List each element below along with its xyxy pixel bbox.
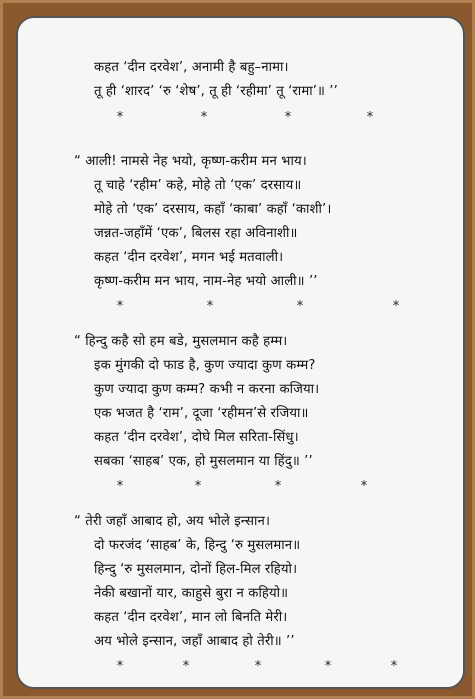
separator-star: * [390,659,398,674]
poem-line: नेकी बखानों यार, काहुसे बुरा न कहियो॥ [94,586,289,601]
poem-line: इक मुंगकी दो फाड है, कुण ज्यादा कुण कम्म? [94,358,316,373]
poem-line: दो फरजंद ‘साहब’ के, हिन्दु ‘रु मुसलमान॥ [94,538,301,553]
poem-line: कहत ‘दीन दरवेश’, अनामी है बहु–नामा। [94,60,289,75]
separator-stars [18,299,463,313]
document-page [16,16,465,689]
poem-line: तू चाहे ‘रहीम’ कहे, मोहे तो ‘एक’ दरसाय॥ [94,178,302,193]
separator-star: * [200,110,208,125]
separator-star: * [116,299,124,314]
poem-line: तू ही ‘शारद’ ‘रु ‘शेष’, तू ही ‘रहीमा’ तू ‘रामा’॥ ’’ [94,84,338,99]
separator-star: * [194,479,202,494]
separator-star: * [296,299,304,314]
separator-star: * [360,479,368,494]
separator-star: * [284,110,292,125]
poem-line: कहत ‘दीन दरवेश’, मगन भई मतवाली। [94,250,284,265]
separator-star: * [182,659,190,674]
poem-line: “ आली! नामसे नेह भयो, कृष्ण-करीम मन भाय। [74,154,307,169]
separator-stars [18,659,463,673]
poem-line: सबका ‘साहब’ एक, हो मुसलमान या हिंदु॥ ’’ [94,454,313,469]
separator-star: * [116,110,124,125]
poem-line: मोहे तो ‘एक’ दरसाय, कहाँ ‘काबा’ कहाँ ‘काशी’। [94,202,332,217]
poem-line: “ तेरी जहाँ आबाद हो, अय भोले इन्सान। [74,514,271,529]
poem-line: कहत ‘दीन दरवेश’, मान लो बिनति मेरी। [94,610,288,625]
poem-line: कृष्ण-करीम मन भाय, नाम-नेह भयो आली॥ ’’ [94,274,318,289]
poem-line: कहत ‘दीन दरवेश’, दोघे मिल सरिता-सिंधु। [94,430,299,445]
separator-star: * [116,479,124,494]
separator-star: * [206,299,214,314]
separator-star: * [254,659,262,674]
poem-line: कुण ज्यादा कुण कम्म? कभी न करना कजिया। [94,382,320,397]
poem-line: “ हिन्दु कहै सो हम बडे, मुसलमान कहै हम्म। [74,334,288,349]
separator-star: * [366,110,374,125]
poem-line: अय भोले इन्सान, जहाँ आबाद हो तेरी॥ ’’ [94,634,295,649]
separator-star: * [274,479,282,494]
separator-stars [18,110,463,124]
separator-star: * [392,299,400,314]
poem-line: हिन्दु ‘रु मुसलमान, दोनों हिल-मिल रहियो। [94,562,298,577]
page-frame [3,3,472,696]
separator-star: * [324,659,332,674]
poem-line: एक भजत है ‘राम’, दूजा ‘रहीमन’से रजिया॥ [94,406,309,421]
poem-line: जन्नत-जहाँमें ‘एक’, बिलस रहा अविनाशी॥ [94,226,298,241]
separator-stars [18,479,463,493]
separator-star: * [116,659,124,674]
